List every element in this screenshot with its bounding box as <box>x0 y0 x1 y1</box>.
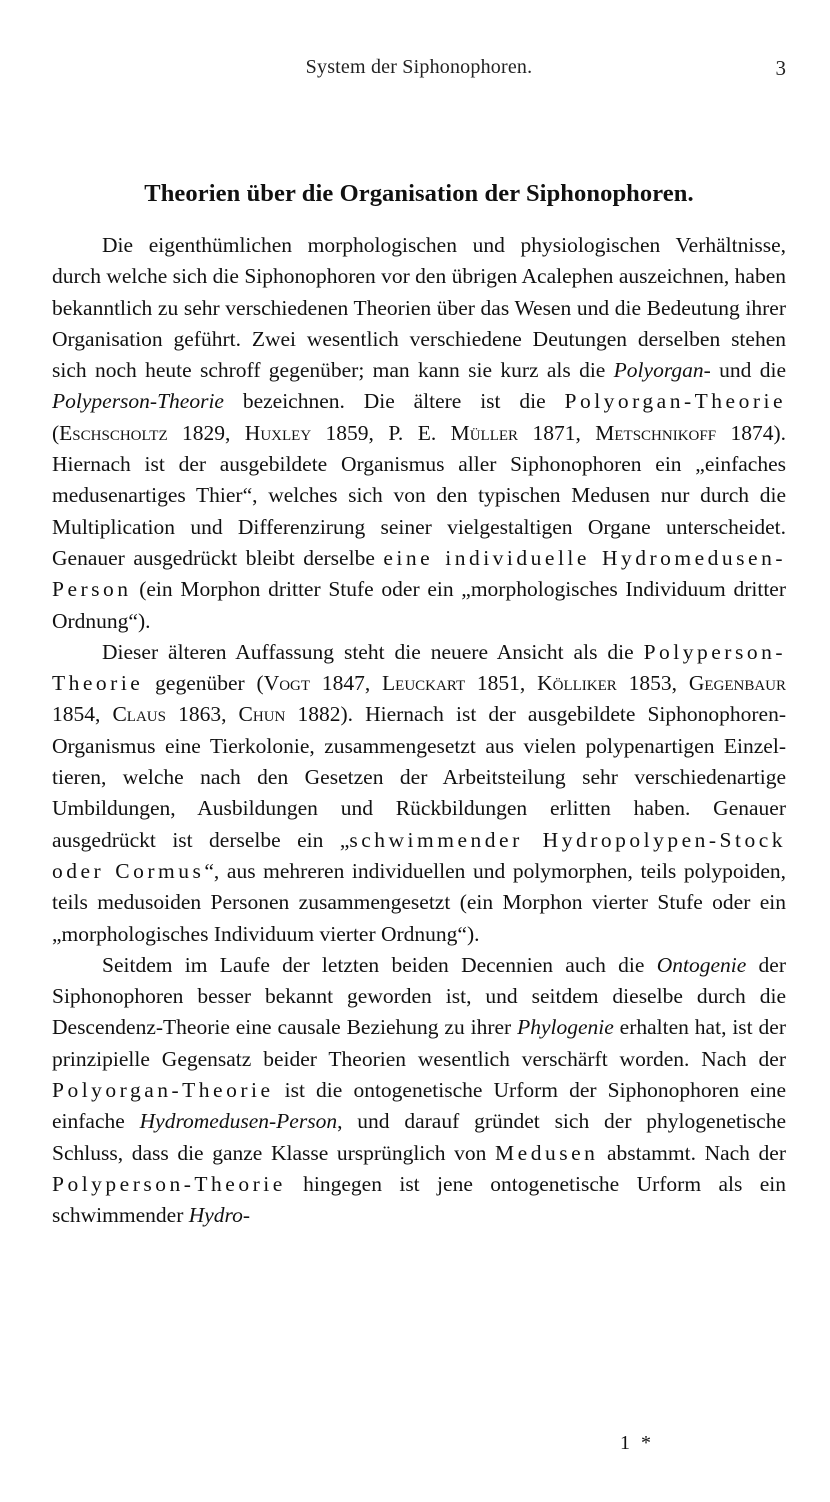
text: 1859, P. E. <box>311 420 451 445</box>
text: ( <box>52 420 60 445</box>
text: hingegen ist jene ontogenetische Urform als ein schwimmender <box>52 1171 786 1228</box>
text: 1882). Hiernach ist der ausgebildete Siphonophoren-Organismus eine Tierkolonie, zusammengesetzt aus vielen polypenartigen Einzeltieren, welche nach den Gesetzen der Arbeitsteilung sehr verschiedenartige Umbildungen, Ausbildungen und Rückbildungen erlitten haben. Genauer ausgedrückt ist derselbe ein „ <box>52 702 787 852</box>
signature-mark: 1 * <box>620 1432 654 1454</box>
text: Seitdem im Laufe der letzten beiden Decennien auch die <box>102 952 657 977</box>
text: abstammt. Nach der <box>598 1140 786 1165</box>
author-name: Huxley <box>244 420 312 445</box>
text: bezeichnen. Die ältere ist die <box>223 389 565 414</box>
text: 1854, <box>52 702 113 727</box>
section-heading: Theorien über die Organisation der Siphonophoren. <box>144 180 694 207</box>
spaced-term: Polyperson-Theorie <box>52 639 786 696</box>
italic-term: Polyorgan- <box>613 358 711 383</box>
text: Dieser älteren Auffassung steht die neuere Ansicht als die <box>102 639 644 664</box>
author-name: Kölliker <box>537 671 617 696</box>
spaced-term: eine individuelle Hydromedusen-Person <box>52 545 786 602</box>
author-name: Chun <box>238 702 286 727</box>
text: , und darauf gründet sich der phylogenetische Schluss, dass die ganze Klasse ursprünglich von <box>52 1109 787 1165</box>
spaced-term: Polyorgan-Theorie <box>52 1078 274 1103</box>
text: 1853, <box>616 671 689 696</box>
paragraph-1 <box>52 230 786 637</box>
italic-term: Hydromedusen-Person <box>139 1109 338 1134</box>
text: ist die ontogenetische Urform der Siphonophoren eine einfache <box>52 1078 786 1134</box>
author-name: Gegenbaur <box>688 671 787 696</box>
text: 1874). Hiernach ist der ausgebildete Organismus aller Siphonophoren ein „einfaches medusenartiges Thier“, welches sich von den typischen Medusen nur durch die Multiplication und Differenzirung seiner vielgestaltigen Organe unterscheidet. Genauer ausgedrückt bleibt derselbe <box>52 420 786 570</box>
spaced-term: Medusen <box>495 1140 599 1165</box>
paragraph-2 <box>52 637 786 950</box>
italic-term: Phylogenie <box>517 1015 614 1040</box>
text: Die eigenthümlichen morphologischen und physiologischen Verhältnisse, durch welche sich die Siphonophoren vor den übrigen Acalephen auszeichnen, haben bekanntlich zu sehr verschiedenen Theorien über das Wesen und die Bedeutung ihrer Organisation geführt. Zwei wesentlich verschiedene Deutungen derselben stehen sich noch heute schroff gegenüber; man kann sie kurz als die <box>52 233 786 383</box>
italic-term: Polyperson-Theorie <box>52 389 224 414</box>
text: (ein Morphon dritter Stufe oder ein „morphologisches Individuum dritter Ordnung“). <box>52 577 786 633</box>
text: 1829, <box>167 420 245 445</box>
text: gegenüber ( <box>143 671 264 696</box>
body-text <box>52 230 786 1232</box>
author-name: Müller <box>450 420 519 445</box>
running-head <box>52 56 786 86</box>
author-name: Vogt <box>263 671 311 696</box>
page-number: 3 <box>775 56 786 80</box>
author-name: Leuckart <box>382 671 466 696</box>
text: 1847, <box>310 671 383 696</box>
text: 1851, <box>465 671 538 696</box>
text: “, aus mehreren individuellen und polymorphen, teils polypoiden, teils medusoiden Personen zusammengesetzt (ein Morphon vierter Stufe oder ein „morphologisches Individuum vierter Ordnung“). <box>52 858 786 946</box>
italic-term: Ontogenie <box>656 952 747 977</box>
text: erhalten hat, ist der prinzipielle Gegensatz beider Theorien wesentlich verschärft worden. Nach der <box>52 1015 786 1071</box>
italic-term: Hydro- <box>188 1203 251 1228</box>
author-name: Claus <box>112 702 166 727</box>
text: 1871, <box>518 420 596 445</box>
spaced-term: Polyorgan-Theorie <box>564 389 786 414</box>
author-name: Metschnikoff <box>595 420 717 445</box>
spaced-term: Polyperson-Theorie <box>52 1171 286 1196</box>
author-name: Eschscholtz <box>59 420 168 445</box>
spaced-term: schwimmender Hydropolypen-Stock oder Cormus <box>52 827 786 883</box>
running-title: System der Siphonophoren. <box>305 56 533 78</box>
paragraph-3 <box>52 950 786 1232</box>
text: der Siphonophoren besser bekannt geworden ist, und seitdem dieselbe durch die Descendenz-Theorie eine causale Beziehung zu ihrer <box>52 952 787 1040</box>
text: 1863, <box>165 702 239 727</box>
text: und die <box>710 358 786 383</box>
